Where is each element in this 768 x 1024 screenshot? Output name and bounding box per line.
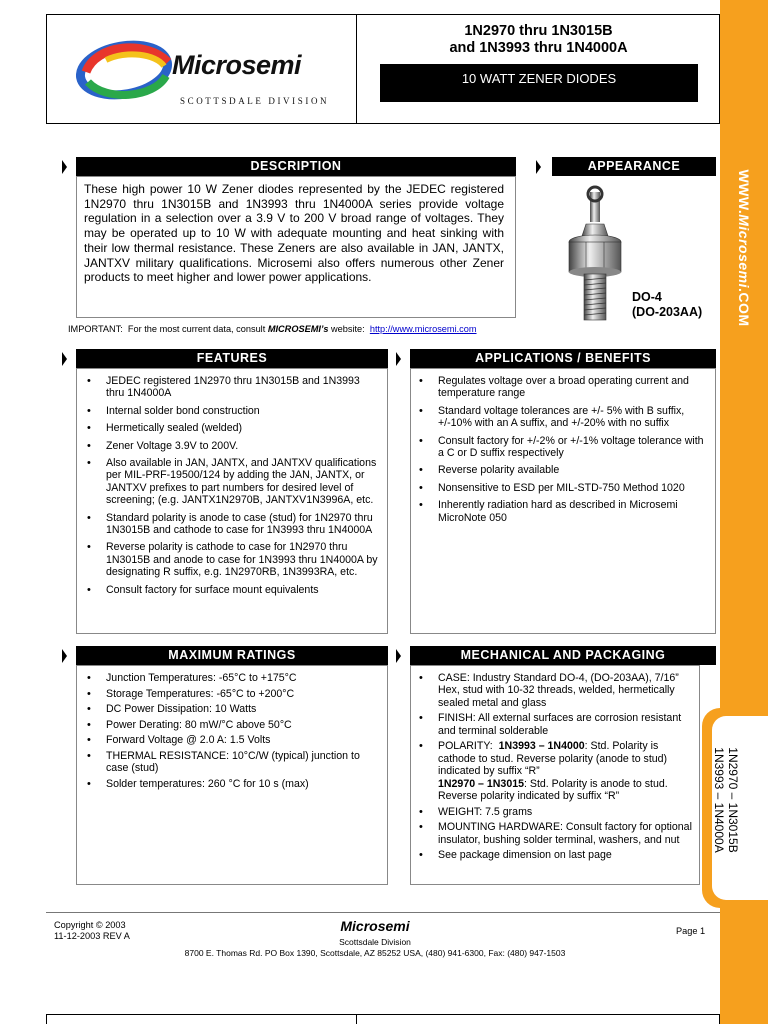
mechanical-heading: MECHANICAL AND PACKAGING [410, 646, 716, 665]
list-item: • JEDEC registered 1N2970 thru 1N3015B and 1N3993 thru 1N4000A [80, 375, 380, 400]
applications-list [412, 375, 708, 529]
polarity-part2: 1N2970 – 1N3015 [438, 777, 524, 790]
list-item: • Zener Voltage 3.9V to 200V. [80, 440, 380, 452]
copyright-text: Copyright © 2003 [54, 920, 126, 930]
footer-address: 8700 E. Thomas Rd. PO Box 1390, Scottsdale, AZ 85252 USA, (480) 941-6300, Fax: (480) 947-1503 [184, 948, 566, 958]
package-line2: (DO-203AA) [632, 305, 703, 319]
list-item [412, 740, 698, 802]
list-item: • WEIGHT: 7.5 grams [412, 806, 698, 818]
page-number: Page 1 [676, 926, 706, 936]
next-page-divider [356, 1014, 357, 1024]
logo-wordmark: Microsemi [172, 50, 302, 80]
list-item: • Consult factory for +/-2% or +/-1% voltage tolerance with a C or D suffix respectively [412, 435, 708, 460]
website-link[interactable]: http://www.microsemi.com [369, 324, 477, 334]
list-item: • Power Derating: 80 mW/°C above 50°C [80, 719, 380, 731]
important-website-label: website: [331, 324, 365, 334]
list-item: • Hermetically sealed (welded) [80, 422, 380, 434]
appearance-heading: APPEARANCE [552, 157, 716, 176]
list-item: • Solder temperatures: 260 °C for 10 s (max) [80, 778, 380, 790]
list-item: • THERMAL RESISTANCE: 10°C/W (typical) junction to case (stud) [80, 750, 380, 775]
ratings-heading: MAXIMUM RATINGS [76, 646, 388, 665]
title-line2: and 1N3993 thru 1N4000A [449, 40, 628, 56]
list-item: • Storage Temperatures: -65°C to +200°C [80, 688, 380, 700]
list-item: • Standard polarity is anode to case (stud) for 1N2970 thru 1N3015B and cathode to case for 1N3993 thru 1N4000A [80, 512, 380, 537]
list-item: • Standard voltage tolerances are +/- 5% with B suffix, +/-10% with an A suffix, and +/-20% with no suffix [412, 405, 708, 430]
applications-heading: APPLICATIONS / BENEFITS [410, 349, 716, 368]
title-line1: 1N2970 thru 1N3015B [464, 23, 613, 39]
side-web-prefix: WWW. [736, 169, 752, 215]
important-note [68, 324, 477, 334]
important-text: For the most current data, consult [127, 324, 266, 334]
important-brand: MICROSEMI’s [267, 324, 329, 334]
features-list [80, 375, 380, 601]
polarity-text2: : Std. Polarity is anode to stud. Reverse polarity indicated by suffix “R” [438, 777, 668, 803]
polarity-prefix: POLARITY: [438, 740, 493, 753]
list-item: • Junction Temperatures: -65°C to +175°C [80, 672, 380, 684]
list-item: • Forward Voltage @ 2.0 A: 1.5 Volts [80, 734, 380, 746]
polarity-text1: : Std. Polarity is cathode to stud. Reverse polarity (anode to stud) indicated by suffix “R” [438, 740, 668, 778]
list-item: • CASE: Industry Standard DO-4, (DO-203AA), 7/16” Hex, stud with 10-32 threads, welded, hermetically sealed metal and glass [412, 672, 698, 709]
list-item: • Also available in JAN, JANTX, and JANTXV qualifications per MIL-PRF-19500/124 by adding the JAN, JANTX, or JANTXV prefixes to part numbers for desired level of screening; (e.g. JANTX1N2970B, JANTXV1N3996A, etc. [80, 457, 380, 507]
applications-arrow-icon [396, 352, 401, 366]
package-line1: DO-4 [632, 290, 662, 304]
logo-division: SCOTTSDALE DIVISION [180, 96, 330, 106]
mechanical-list [412, 672, 698, 865]
do4-package-icon [564, 184, 634, 324]
document-title [357, 23, 720, 57]
appearance-arrow-icon [536, 160, 541, 174]
list-item: • Reverse polarity is cathode to case for 1N2970 thru 1N3015B and anode to case for 1N3993 thru 1N4000A by designating R suffix, e.g. 1N2970RB, 1N3993RA, etc. [80, 541, 380, 578]
ratings-list [80, 672, 380, 794]
description-body: These high power 10 W Zener diodes represented by the JEDEC registered 1N2970 thru 1N3015B and 1N3993 thru 1N4000A series provide voltage regulation in a selection over a 3.9 V to 200 V broad range of voltages. They may be operated up to 10 W with adequate mounting and heat sinking with their low thermal resistance. These Zeners are also available in JAN, JANTX, JANTXV military qualifications. Microsemi also offers numerous other Zener products to meet higher and lower power applications. [84, 182, 504, 285]
side-part-line1: 1N2970 – 1N3015B [726, 747, 740, 853]
list-item: • Inherently radiation hard as described in Microsemi MicroNote 050 [412, 499, 708, 524]
polarity-part1: 1N3993 – 1N4000 [498, 740, 585, 753]
side-website[interactable] [736, 169, 752, 326]
footer-brand: Microsemi [340, 918, 410, 934]
ratings-arrow-icon [62, 649, 67, 663]
footer-division: Scottsdale Division [339, 937, 411, 947]
description-heading: DESCRIPTION [76, 157, 516, 176]
list-item: • Regulates voltage over a broad operating current and temperature range [412, 375, 708, 400]
footer-divider [46, 912, 720, 913]
list-item: • Consult factory for surface mount equivalents [80, 584, 380, 596]
list-item: • Internal solder bond construction [80, 405, 380, 417]
features-arrow-icon [62, 352, 67, 366]
mechanical-arrow-icon [396, 649, 401, 663]
list-item: • FINISH: All external surfaces are corrosion resistant and terminal solderable [412, 712, 698, 737]
list-item: • Reverse polarity available [412, 464, 708, 476]
list-item: • Nonsensitive to ESD per MIL-STD-750 Method 1020 [412, 482, 708, 494]
side-web-suffix: .COM [736, 287, 752, 327]
side-part-numbers [712, 747, 740, 852]
list-item: • MOUNTING HARDWARE: Consult factory for optional insulator, bushing solder terminal, washers, and nut [412, 821, 698, 846]
important-label: IMPORTANT: [68, 324, 123, 334]
features-heading: FEATURES [76, 349, 388, 368]
description-arrow-icon [62, 160, 67, 174]
list-item: • See package dimension on last page [412, 849, 698, 861]
list-item: • DC Power Dissipation: 10 Watts [80, 703, 380, 715]
next-page-header [46, 1014, 720, 1024]
side-part-line2: 1N3993 – 1N4000A [712, 747, 726, 853]
package-label [632, 290, 702, 320]
document-subtitle: 10 WATT ZENER DIODES [380, 64, 698, 102]
side-web-brand: Microsemi [736, 214, 752, 288]
revision-text: 11-12-2003 REV A [54, 931, 130, 941]
